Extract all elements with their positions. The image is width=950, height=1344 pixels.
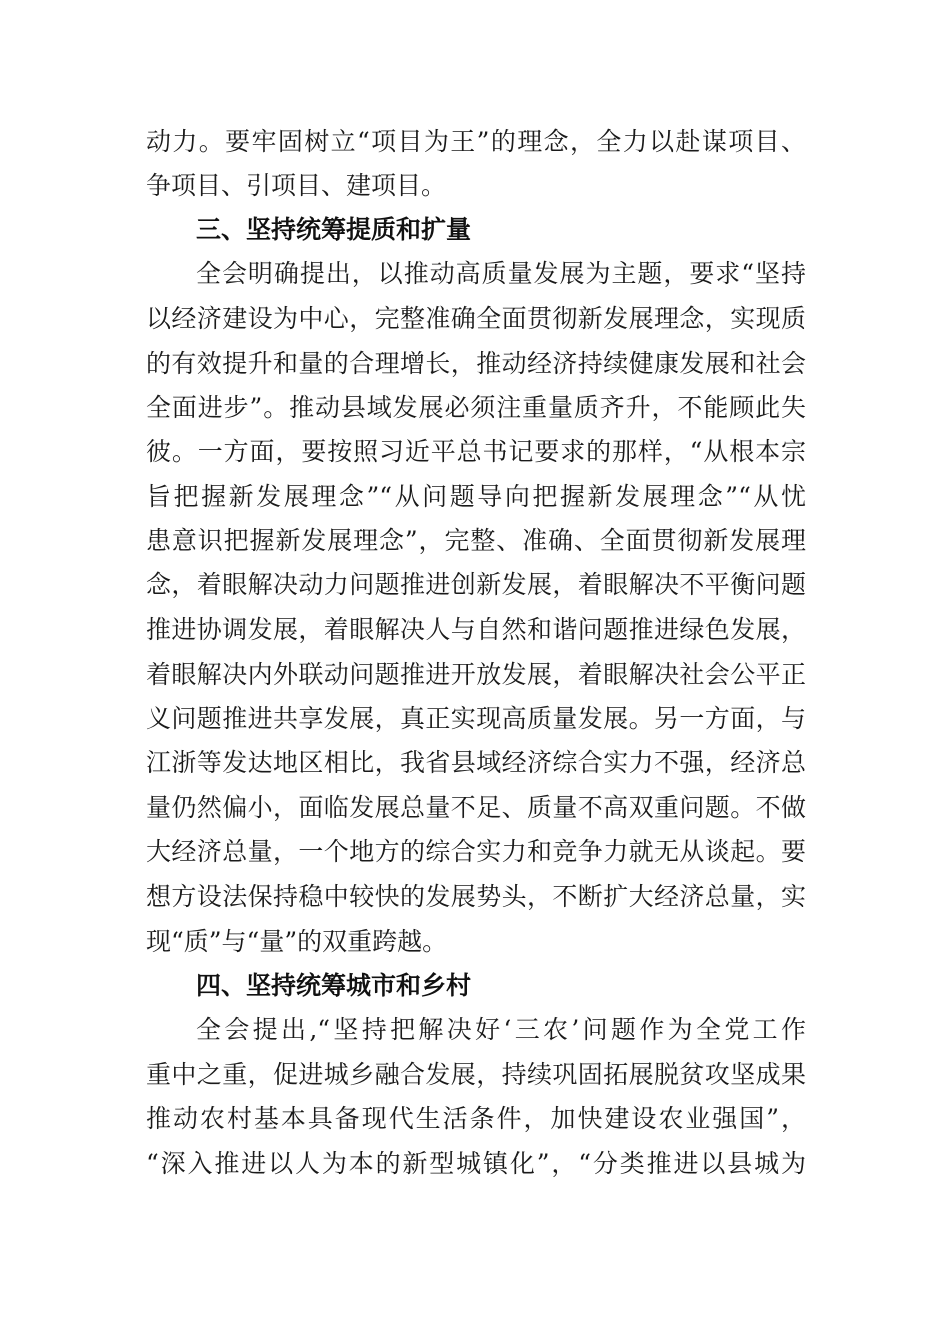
paragraph-line: 重中之重，促进城乡融合发展，持续巩固拓展脱贫攻坚成果	[146, 1060, 806, 1089]
paragraph-line: 旨把握新发展理念”“从问题导向把握新发展理念”“从忧	[146, 482, 806, 511]
section-heading: 三、坚持统筹提质和扩量	[196, 215, 472, 244]
paragraph-line: 推进协调发展，着眼解决人与自然和谐问题推进绿色发展，	[146, 615, 806, 644]
paragraph-line: 动力。要牢固树立“项目为王”的理念，全力以赴谋项目、	[146, 127, 806, 156]
paragraph-line: 着眼解决内外联动问题推进开放发展，着眼解决社会公平正	[146, 660, 806, 689]
paragraph-line: 全会明确提出，以推动高质量发展为主题，要求“坚持	[196, 259, 806, 288]
paragraph-line: “深入推进以人为本的新型城镇化”，“分类推进以县城为	[146, 1149, 806, 1178]
paragraph-line: 量仍然偏小，面临发展总量不足、质量不高双重问题。不做	[146, 793, 806, 822]
paragraph-line: 江浙等发达地区相比，我省县域经济综合实力不强，经济总	[146, 748, 806, 777]
paragraph-line: 患意识把握新发展理念”，完整、准确、全面贯彻新发展理	[146, 526, 806, 555]
paragraph-line: 现“质”与“量”的双重跨越。	[146, 927, 448, 956]
paragraph-line: 念，着眼解决动力问题推进创新发展，着眼解决不平衡问题	[146, 570, 806, 599]
paragraph-line: 争项目、引项目、建项目。	[146, 171, 447, 200]
paragraph-line: 全面进步”。推动县域发展必须注重量质齐升，不能顾此失	[146, 393, 806, 422]
paragraph-line: 全会提出,“坚持把解决好‘三农’问题作为全党工作	[196, 1015, 806, 1044]
paragraph-line: 义问题推进共享发展，真正实现高质量发展。另一方面，与	[146, 704, 806, 733]
paragraph-line: 以经济建设为中心，完整准确全面贯彻新发展理念，实现质	[146, 304, 806, 333]
section-heading: 四、坚持统筹城市和乡村	[196, 971, 472, 1000]
paragraph-line: 推动农村基本具备现代生活条件，加快建设农业强国”，	[146, 1104, 806, 1133]
paragraph-line: 的有效提升和量的合理增长，推动经济持续健康发展和社会	[146, 349, 806, 378]
paragraph-line: 彼。一方面，要按照习近平总书记要求的那样，“从根本宗	[146, 437, 806, 466]
paragraph-line: 大经济总量，一个地方的综合实力和竞争力就无从谈起。要	[146, 837, 806, 866]
paragraph-line: 想方设法保持稳中较快的发展势头，不断扩大经济总量，实	[146, 882, 806, 911]
